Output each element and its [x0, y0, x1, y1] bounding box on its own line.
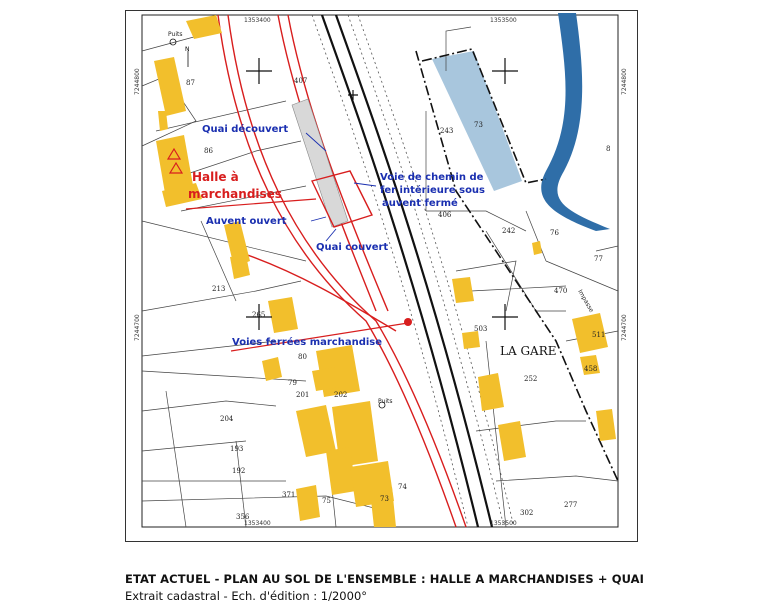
annotation-quai-couvert: Quai couvert [316, 242, 389, 253]
annotation-halle-line1: Halle à [192, 170, 239, 184]
parcel-number: 242 [502, 227, 516, 235]
parcel-number: 87 [186, 79, 195, 87]
grid-label-right-top: 7244800 [621, 68, 628, 95]
grid-label-left-bottom: 7244700 [134, 314, 141, 341]
parcel-number: 75 [322, 497, 331, 505]
parcel-number: 213 [212, 285, 226, 293]
parcel-number: 407 [294, 77, 308, 85]
parcel-number: 86 [204, 147, 213, 155]
parcel-number: 511 [592, 331, 606, 339]
parcel-number: 77 [594, 255, 603, 263]
parcel-number: 192 [232, 467, 246, 475]
parcel-number: 193 [230, 445, 244, 453]
annotation-auvent-ouvert: Auvent ouvert [206, 216, 287, 227]
parcel-number: 470 [554, 287, 568, 295]
annotation-quai-decouvert: Quai découvert [202, 124, 289, 135]
commune-boundary [416, 49, 618, 481]
svg-text:N: N [185, 46, 190, 53]
parcel-number: 74 [398, 483, 407, 491]
parcel-number: 356 [236, 513, 250, 521]
grid-label-top-right: 1353500 [490, 17, 517, 24]
grid-label-right-bottom: 7244700 [621, 314, 628, 341]
parcel-number: 204 [220, 415, 234, 423]
parcel-number: 201 [296, 391, 310, 399]
parcel-number: 406 [438, 211, 452, 219]
impasse-label: Impasse [576, 288, 595, 314]
parcel-number: 202 [334, 391, 348, 399]
parcel-number: 243 [440, 127, 454, 135]
annotation-voie-line1: Voie de chemin de [380, 172, 484, 183]
la-gare-label: LA GARE [500, 344, 557, 358]
parcel-number: 371 [282, 491, 296, 499]
parcel-number: 73 [380, 495, 389, 503]
grid-label-bottom-left: 1353400 [244, 520, 271, 527]
grid-label-left-top: 7244800 [134, 68, 141, 95]
parcel-number: 458 [584, 365, 598, 373]
parcel-number: 277 [564, 501, 578, 509]
parcel-number: 252 [524, 375, 538, 383]
puits-label: Puits [378, 398, 393, 405]
puits-label: Puits [168, 31, 183, 38]
parcel-number: 265 [252, 311, 266, 319]
map-canvas [126, 11, 638, 542]
annotation-voie-line2: fer intérieure sous [380, 185, 486, 196]
parcel-number: 80 [298, 353, 307, 361]
map-sheet-border [142, 15, 618, 527]
parcel-number: 302 [520, 509, 534, 517]
parcel-number: 503 [474, 325, 488, 333]
parcel-boundaries [142, 27, 618, 527]
caption-title: ETAT ACTUEL - PLAN AU SOL DE L'ENSEMBLE : HALLE A MARCHANDISES + QUAI [125, 572, 645, 586]
parcel-number: 73 [474, 121, 483, 129]
grid-label-top-left: 1353400 [244, 17, 271, 24]
caption-subtitle: Extrait cadastral - Ech. d'édition : 1/2000° [125, 589, 368, 603]
annotation-halle-line2: marchandises [188, 187, 282, 201]
voies-marker [404, 318, 412, 326]
annotation-voies-ferrees: Voies ferrées marchandise [232, 337, 383, 348]
quai [292, 99, 348, 227]
grid-label-bottom-right: 1353500 [490, 520, 517, 527]
annotation-voie-line3: auvent fermé [382, 198, 458, 209]
river [541, 13, 610, 231]
cadastral-map [125, 10, 638, 542]
parcel-number: 8 [606, 145, 611, 153]
parcel-number: 79 [288, 379, 297, 387]
parcel-number: 76 [550, 229, 559, 237]
north-arrow-icon [185, 46, 190, 67]
